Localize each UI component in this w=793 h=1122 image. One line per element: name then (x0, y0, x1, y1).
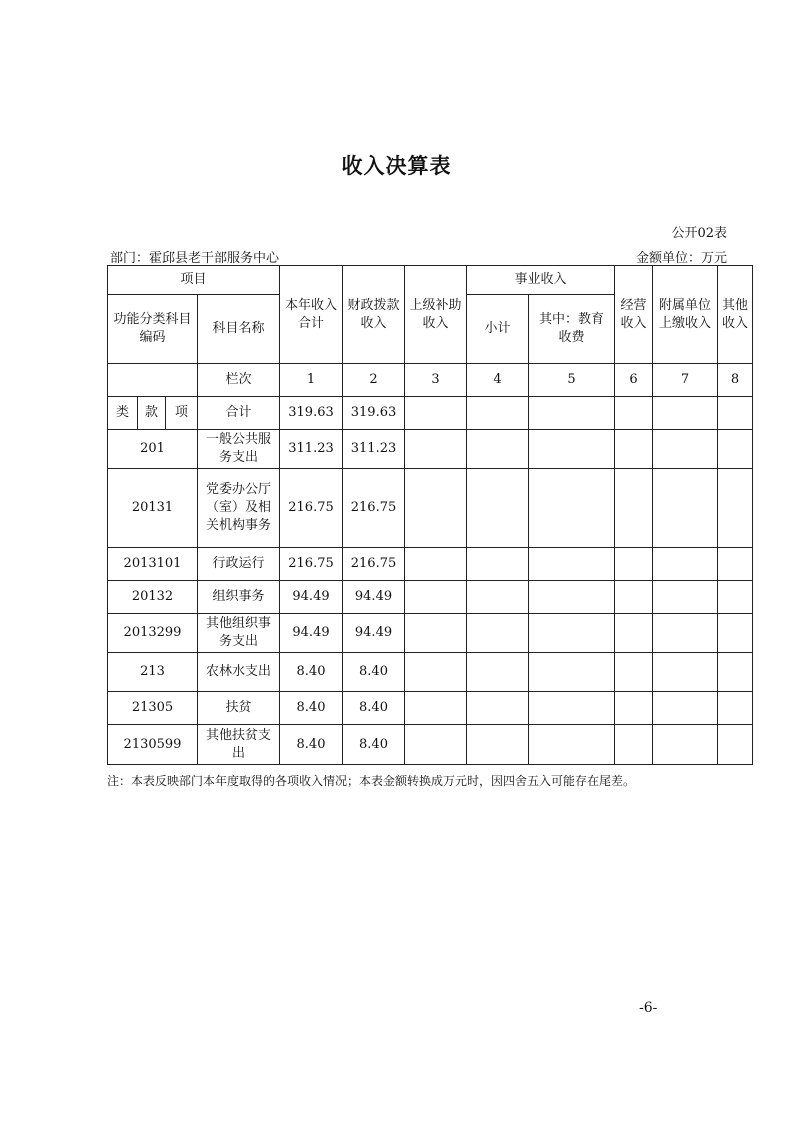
empty-cell (718, 581, 753, 614)
header-operating: 经营收入 (615, 266, 653, 364)
empty-cell (405, 653, 467, 692)
row-code: 201 (108, 430, 198, 469)
row-name: 其他扶贫支出 (198, 725, 280, 765)
header-superior: 上级补助收入 (405, 266, 467, 364)
col-number: 7 (653, 364, 718, 397)
row-total: 8.40 (280, 692, 343, 725)
empty-cell (653, 653, 718, 692)
header-affiliated: 附属单位上缴收入 (653, 266, 718, 364)
empty-cell (467, 725, 529, 765)
header-xiang: 项 (166, 397, 198, 430)
empty-cell (718, 725, 753, 765)
header-kuan: 款 (138, 397, 166, 430)
row-fiscal: 94.49 (343, 581, 405, 614)
revenue-table (107, 265, 753, 765)
empty-cell (405, 548, 467, 581)
table-row (108, 469, 753, 548)
empty-cell (529, 581, 615, 614)
row-fiscal: 216.75 (343, 469, 405, 548)
sum-total: 319.63 (280, 397, 343, 430)
empty-cell (467, 430, 529, 469)
page-number: -6- (639, 1000, 658, 1016)
empty-cell (405, 614, 467, 653)
row-total: 216.75 (280, 548, 343, 581)
table-row (108, 725, 753, 765)
empty-cell (718, 692, 753, 725)
empty-cell (529, 725, 615, 765)
empty-cell (529, 548, 615, 581)
empty-cell (405, 581, 467, 614)
empty-cell (653, 614, 718, 653)
empty-cell (529, 469, 615, 548)
row-fiscal: 8.40 (343, 692, 405, 725)
empty-cell (615, 692, 653, 725)
empty-cell (653, 397, 718, 430)
empty-cell (653, 692, 718, 725)
row-total: 94.49 (280, 581, 343, 614)
header-business: 事业收入 (467, 266, 615, 295)
empty-cell (467, 548, 529, 581)
empty-cell (467, 614, 529, 653)
empty-cell (467, 397, 529, 430)
empty-cell (615, 614, 653, 653)
empty-cell (718, 548, 753, 581)
col-number: 8 (718, 364, 753, 397)
col-number: 2 (343, 364, 405, 397)
empty-cell (405, 725, 467, 765)
empty-cell (405, 692, 467, 725)
empty-cell (405, 430, 467, 469)
sum-label: 合计 (198, 397, 280, 430)
col-label-blank (108, 364, 198, 397)
empty-cell (529, 430, 615, 469)
col-number: 5 (529, 364, 615, 397)
department-label: 部门：霍邱县老干部服务中心 (110, 251, 280, 266)
sum-fiscal: 319.63 (343, 397, 405, 430)
row-total: 8.40 (280, 725, 343, 765)
row-total: 216.75 (280, 469, 343, 548)
empty-cell (653, 430, 718, 469)
empty-cell (718, 397, 753, 430)
row-total: 311.23 (280, 430, 343, 469)
empty-cell (467, 692, 529, 725)
row-code: 2013101 (108, 548, 198, 581)
row-name: 组织事务 (198, 581, 280, 614)
header-subject-name: 科目名称 (198, 295, 280, 364)
row-name: 农林水支出 (198, 653, 280, 692)
row-name: 其他组织事务支出 (198, 614, 280, 653)
empty-cell (653, 469, 718, 548)
col-number: 1 (280, 364, 343, 397)
header-col-label: 栏次 (198, 364, 280, 397)
empty-cell (529, 614, 615, 653)
empty-cell (467, 653, 529, 692)
row-name: 党委办公厅（室）及相关机构事务 (198, 469, 280, 548)
empty-cell (718, 614, 753, 653)
row-fiscal: 8.40 (343, 653, 405, 692)
table-row (108, 614, 753, 653)
row-name: 扶贫 (198, 692, 280, 725)
table-row (108, 430, 753, 469)
row-code: 21305 (108, 692, 198, 725)
table-row (108, 653, 753, 692)
header-edu: 其中：教育收费 (529, 295, 615, 364)
row-code: 2130599 (108, 725, 198, 765)
header-other: 其他收入 (718, 266, 753, 364)
empty-cell (529, 397, 615, 430)
empty-cell (529, 692, 615, 725)
empty-cell (615, 397, 653, 430)
row-code: 213 (108, 653, 198, 692)
empty-cell (718, 430, 753, 469)
empty-cell (718, 653, 753, 692)
row-name: 行政运行 (198, 548, 280, 581)
row-fiscal: 94.49 (343, 614, 405, 653)
empty-cell (615, 548, 653, 581)
empty-cell (615, 725, 653, 765)
header-lei: 类 (108, 397, 138, 430)
table-row (108, 692, 753, 725)
table-row (108, 581, 753, 614)
row-fiscal: 216.75 (343, 548, 405, 581)
row-total: 8.40 (280, 653, 343, 692)
col-number: 6 (615, 364, 653, 397)
col-number: 4 (467, 364, 529, 397)
row-fiscal: 8.40 (343, 725, 405, 765)
empty-cell (653, 548, 718, 581)
row-fiscal: 311.23 (343, 430, 405, 469)
empty-cell (615, 430, 653, 469)
row-code: 20132 (108, 581, 198, 614)
header-func-code: 功能分类科目编码 (108, 295, 198, 364)
empty-cell (653, 581, 718, 614)
header-total: 本年收入合计 (280, 266, 343, 364)
header-fiscal: 财政拨款收入 (343, 266, 405, 364)
table-row (108, 548, 753, 581)
row-code: 2013299 (108, 614, 198, 653)
form-number: 公开02表 (671, 226, 727, 241)
empty-cell (405, 397, 467, 430)
col-number: 3 (405, 364, 467, 397)
empty-cell (615, 469, 653, 548)
row-code: 20131 (108, 469, 198, 548)
row-name: 一般公共服务支出 (198, 430, 280, 469)
empty-cell (653, 725, 718, 765)
footnote: 注：本表反映部门本年度取得的各项收入情况；本表金额转换成万元时，因四舍五入可能存在尾差。 (107, 774, 636, 788)
row-total: 94.49 (280, 614, 343, 653)
page-title: 收入决算表 (341, 154, 452, 178)
header-subtotal: 小计 (467, 295, 529, 364)
empty-cell (529, 653, 615, 692)
empty-cell (718, 469, 753, 548)
empty-cell (615, 581, 653, 614)
empty-cell (467, 469, 529, 548)
amount-unit-label: 金额单位：万元 (635, 251, 727, 266)
header-item: 项目 (108, 266, 280, 295)
empty-cell (405, 469, 467, 548)
empty-cell (467, 581, 529, 614)
empty-cell (615, 653, 653, 692)
